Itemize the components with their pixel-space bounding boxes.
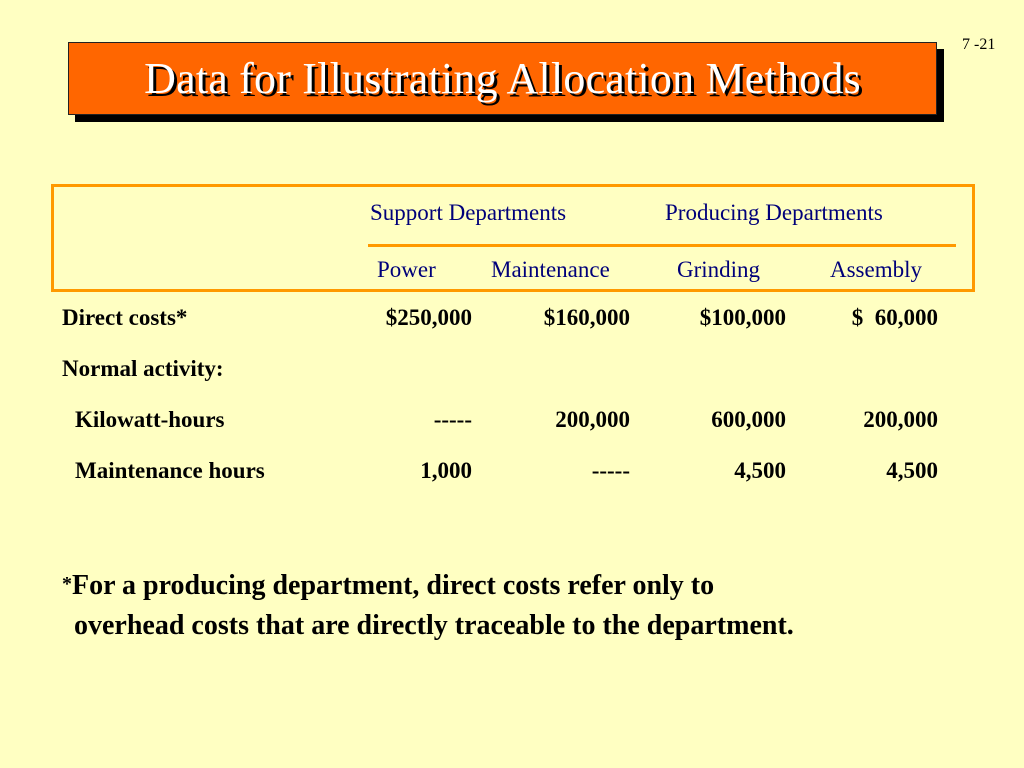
- column-header-power: Power: [377, 257, 436, 282]
- cell-maintenance-hours-assembly: 4,500: [886, 458, 938, 483]
- cell-direct-costs-grinding: $100,000: [699, 305, 786, 330]
- footnote-marker: *: [62, 573, 72, 595]
- cell-kilowatt-hours-maintenance: 200,000: [555, 407, 630, 432]
- cell-direct-costs-maintenance: $160,000: [543, 305, 630, 330]
- cell-kilowatt-hours-assembly: 200,000: [863, 407, 938, 432]
- cell-maintenance-hours-maintenance: -----: [591, 458, 630, 483]
- row-label-normal-activity: Normal activity:: [62, 356, 224, 381]
- slide-title: Data for Illustrating Allocation Methods: [144, 54, 861, 103]
- cell-kilowatt-hours-grinding: 600,000: [711, 407, 786, 432]
- column-header-assembly: Assembly: [830, 257, 922, 282]
- support-departments-label: Support Departments: [370, 200, 567, 225]
- row-label-maintenance-hours: Maintenance hours: [75, 458, 265, 483]
- cell-direct-costs-power: $250,000: [385, 305, 472, 330]
- cell-direct-costs-assembly: $ 60,000: [851, 305, 938, 330]
- footnote-line-1: For a producing department, direct costs refer only to: [72, 570, 715, 601]
- page-number: 7 -21: [962, 36, 996, 53]
- row-label-direct-costs: Direct costs*: [62, 305, 188, 330]
- cell-maintenance-hours-power: 1,000: [420, 458, 472, 483]
- cell-maintenance-hours-grinding: 4,500: [734, 458, 786, 483]
- producing-departments-label: Producing Departments: [665, 200, 883, 225]
- footnote-line-2: overhead costs that are directly traceable to the department.: [74, 610, 794, 641]
- column-header-grinding: Grinding: [677, 257, 761, 282]
- row-label-kilowatt-hours: Kilowatt-hours: [75, 407, 225, 432]
- column-header-maintenance: Maintenance: [491, 257, 610, 282]
- cell-kilowatt-hours-power: -----: [433, 407, 472, 432]
- footnote: [62, 564, 982, 646]
- group-underline: [368, 244, 956, 247]
- title-box: [68, 42, 937, 115]
